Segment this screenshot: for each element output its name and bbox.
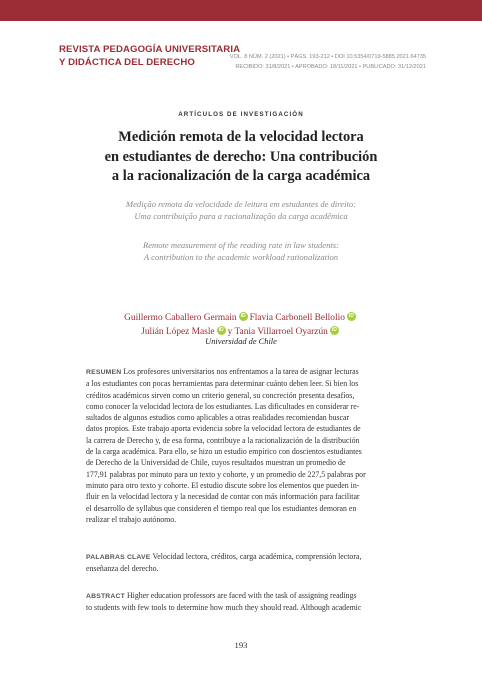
title-line: en estudiantes de derecho: Una contribución xyxy=(104,148,378,165)
resumen-label: RESUMEN xyxy=(86,369,122,376)
orcid-icon[interactable]: iD xyxy=(218,327,224,334)
volume-info: VOL. 8 NÚM. 2 (2021) • PÁGS. 193-212 • DOI 10.5354/0719-5885.2021.64735 xyxy=(229,54,426,60)
title-en-line: A contribution to the academic workload rationalization xyxy=(143,251,339,262)
author-name: Julián López Masle xyxy=(141,327,215,337)
abstract-section xyxy=(86,590,397,614)
resumen-line: realizar el trabajo autónomo. xyxy=(86,514,177,524)
resumen-line: sultados de algunos estudios como aplicables a otras realidades recomiendan buscar xyxy=(86,413,350,423)
abstract-line: to students with few tools to determine how much they should read. Although academic xyxy=(86,603,362,613)
resumen-line: de la carga académica. Para ello, se hizo un estudio empírico con doscientos estudiantes xyxy=(86,447,362,457)
keywords-section xyxy=(86,551,397,575)
author-line xyxy=(60,311,422,325)
resumen-line: el desarrollo de syllabus que consideren el tiempo real que los estudiantes demoran en xyxy=(86,503,357,513)
resumen-line: RESUMEN Los profesores universitarios nos enfrentamos a la tarea de asignar lecturas xyxy=(86,367,359,376)
abstract-label: ABSTRACT xyxy=(86,593,125,600)
keywords-line: PALABRAS CLAVE Velocidad lectora, créditos, carga académica, comprensión lectora, xyxy=(86,552,362,561)
author-name: Flavia Carbonell Bellolio xyxy=(249,313,345,323)
title-pt-line: Medição remota da velocidade de leitura em estudantes de direito: xyxy=(125,199,357,209)
orcid-icon[interactable]: iD xyxy=(331,327,337,334)
journal-name: REVISTA PEDAGOGÍA UNIVERSITARIA Y DIDÁCTICA DEL DERECHO xyxy=(59,44,241,68)
title-line: Medición remota de la velocidad lectora xyxy=(118,129,364,145)
section-label: ARTÍCULOS DE INVESTIGACIÓN xyxy=(178,111,304,118)
orcid-icon[interactable]: iD xyxy=(240,313,246,320)
resumen-line: a los estudiantes con pocas herramientas para determinar cuánto deben leer. Si bien los xyxy=(86,379,359,389)
article-metadata xyxy=(230,53,426,72)
resumen-line: minuto para otro texto y cohorte. El estudio discute sobre los elementos que pueden in- xyxy=(86,480,360,490)
abstract-line: ABSTRACT Higher education professors are faced with the task of assigning readings xyxy=(86,591,357,600)
publication-dates: RECIBIDO: 31/8/2021 • APROBADO: 18/11/2021 • PUBLICADO: 31/12/2021 xyxy=(235,63,426,70)
author-list xyxy=(60,311,422,339)
author-connector: y xyxy=(227,327,233,337)
resumen-line: como conocer la velocidad lectora de los estudiantes. Las dificultades en considerar re- xyxy=(86,401,360,411)
title-en-line: Remote measurement of the reading rate in law students: xyxy=(142,240,340,250)
title-line: a la racionalización de la carga académica xyxy=(111,168,371,184)
orcid-icon[interactable]: iD xyxy=(348,313,354,320)
resumen-line: datos propios. Este trabajo aporta evidencia sobre la velocidad lectora de estudiantes de xyxy=(86,424,361,434)
author-name: Guillermo Caballero Germain xyxy=(124,313,237,323)
resumen-line: de Derecho de la Universidad de Chile, cuyos resultados muestran un promedio de xyxy=(86,458,346,468)
resumen-line: fluir en la velocidad lectora y la necesidad de contar con más información para facilitar xyxy=(86,492,360,502)
keywords-line: enseñanza del derecho. xyxy=(86,564,159,574)
resumen-line: 177,91 palabras por minuto para un texto y cohorte, y un promedio de 227,5 palabras por xyxy=(86,469,366,479)
title-pt-line: Uma contribuição para a racionalização da carga acadêmica xyxy=(134,210,348,221)
resumen-line: la carrera de Derecho y, de esa forma, contribuye a la racionalización de la distribución xyxy=(86,435,360,445)
title-portuguese xyxy=(60,199,422,222)
resumen-line: créditos académicos sirven como un criterio general, su concreción presenta desafíos, xyxy=(86,390,355,400)
page-number: 193 xyxy=(234,640,248,650)
article-title xyxy=(60,128,422,187)
affiliation: Universidad de Chile xyxy=(205,337,277,346)
author-name: Tania Villarroel Oyarzún xyxy=(234,327,328,337)
keywords-label: PALABRAS CLAVE xyxy=(86,554,151,561)
title-english xyxy=(60,240,422,263)
resumen-section xyxy=(86,366,397,525)
top-color-bar xyxy=(0,0,482,21)
